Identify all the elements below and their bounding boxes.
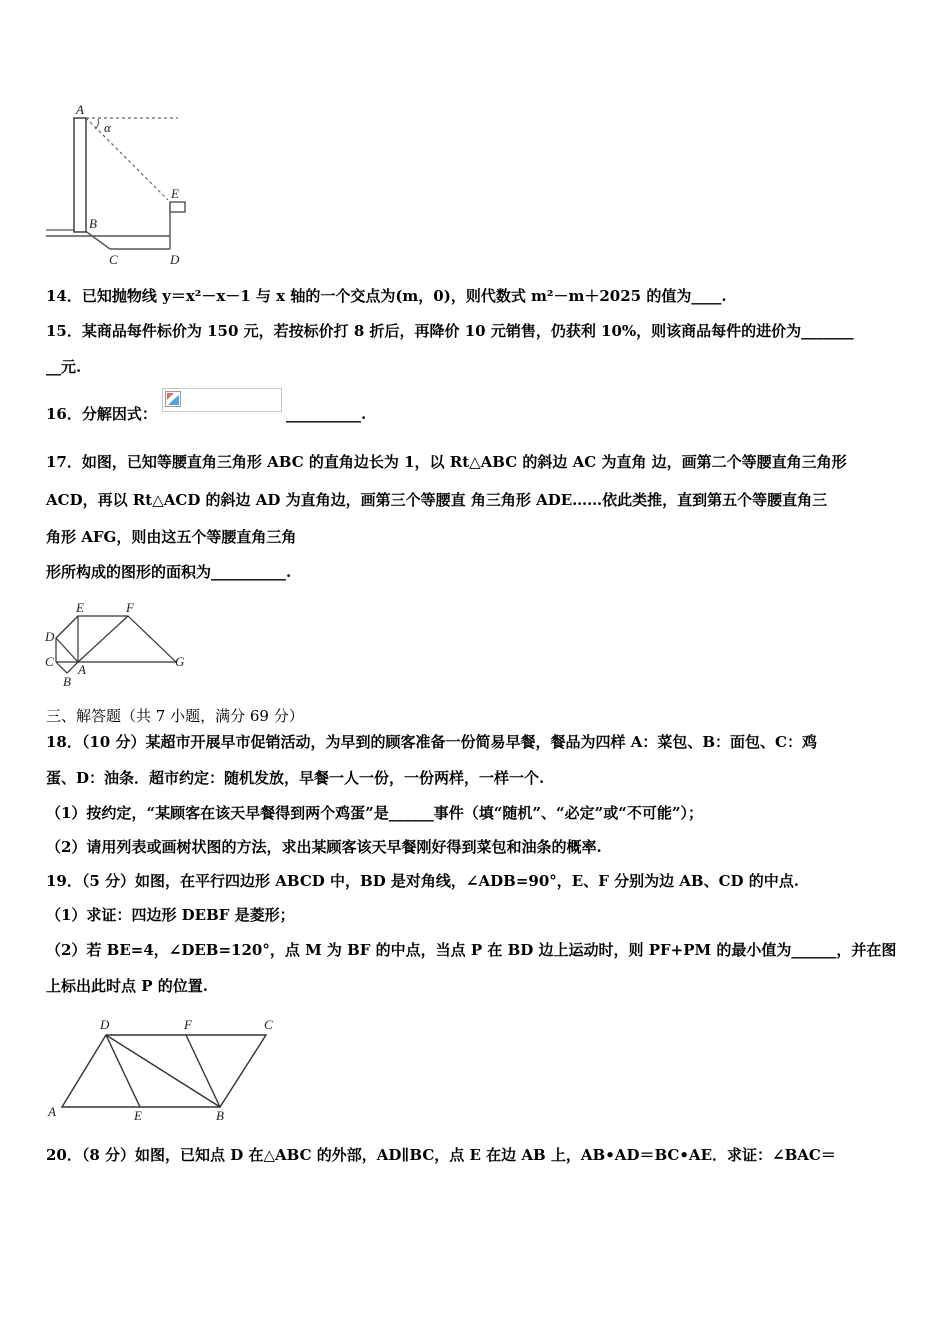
figure-q19 [44,1012,276,1128]
fig13-label-d: D [170,252,180,267]
fig17-label-c: C [45,654,54,669]
question-18-part1: （1）按约定，“某顾客在该天早餐得到两个鸡蛋”是______事件（填“随机”、“必定”或“不可能”）； [46,804,703,822]
fig13-label-b: B [89,216,97,231]
fig17-label-b: B [63,674,71,689]
fig19-label-f: F [184,1017,192,1032]
fig13-label-a: A [76,102,84,117]
question-19-part1: （1）求证：四边形 DEBF 是菱形； [46,906,295,924]
fig19-label-a: A [48,1104,56,1119]
question-19-part2-continued: 上标出此时点 P 的位置. [46,977,208,995]
fig19-label-c: C [264,1017,273,1032]
fig13-label-c: C [109,252,118,267]
question-15-line1: 15．某商品每件标价为 150 元，若按标价打 8 折后，再降价 10 元销售，仍获利 10%，则该商品每件的进价为_______ [46,322,854,340]
fig17-label-e: E [76,600,84,615]
section-3-heading: 三、解答题（共 7 小题，满分 69 分） [46,707,304,725]
question-18-part2: （2）请用列表或画树状图的方法，求出某顾客该天早餐刚好得到菜包和油条的概率. [46,838,602,856]
fig19-label-d: D [100,1017,110,1032]
fig17-label-g: G [175,654,185,669]
question-17-line4: 形所构成的图形的面积为__________. [46,563,292,581]
fig17-label-a: A [78,662,86,677]
broken-image-placeholder [162,388,282,412]
figure-q17 [42,598,192,694]
question-18-line1: 18．（10 分）某超市开展早市促销活动，为早到的顾客准备一份简易早餐，餐品为四样 A：菜包、B：面包、C：鸡 [46,733,817,751]
question-17-line1: 17．如图，已知等腰直角三角形 ABC 的直角边长为 1，以 Rt△ABC 的斜边 AC 为直角 边，画第二个等腰直角三角形 [46,453,847,471]
question-19-line1: 19．（5 分）如图，在平行四边形 ABCD 中，BD 是对角线，∠ADB=90°，E、F 分别为边 AB、CD 的中点. [46,872,799,890]
fig17-label-f: F [126,600,134,615]
question-19-part2: （2）若 BE=4，∠DEB=120°，点 M 为 BF 的中点，当点 P 在 BD 边上运动时，则 PF+PM 的最小值为______，并在图 [46,941,897,959]
question-16-suffix: __________. [286,405,367,423]
fig19-label-b: B [216,1108,224,1123]
fig19-label-e: E [134,1108,142,1123]
question-14: 14．已知抛物线 y＝x²－x－1 与 x 轴的一个交点为(m，0)，则代数式 m²－m＋2025 的值为____. [46,287,727,305]
broken-image-icon [165,391,181,407]
figure-q13 [40,100,200,274]
question-17-line3: 角形 AFG，则由这五个等腰直角三角 [46,528,297,546]
fig13-label-alpha: α [104,120,111,135]
question-20: 20．（8 分）如图，已知点 D 在△ABC 的外部，AD∥BC，点 E 在边 AB 上，AB•AD＝BC•AE．求证：∠BAC＝ [46,1146,836,1164]
question-18-line2: 蛋、D：油条．超市约定：随机发放，早餐一人一份，一份两样，一样一个. [46,769,545,787]
question-16-prefix: 16．分解因式： [46,405,157,423]
question-17-line2: ACD，再以 Rt△ACD 的斜边 AD 为直角边，画第三个等腰直 角三角形 ADE……依此类推，直到第五个等腰直角三 [46,491,828,509]
fig13-label-e: E [171,186,179,201]
fig17-label-d: D [45,629,55,644]
question-15-line2: __元. [46,358,82,376]
